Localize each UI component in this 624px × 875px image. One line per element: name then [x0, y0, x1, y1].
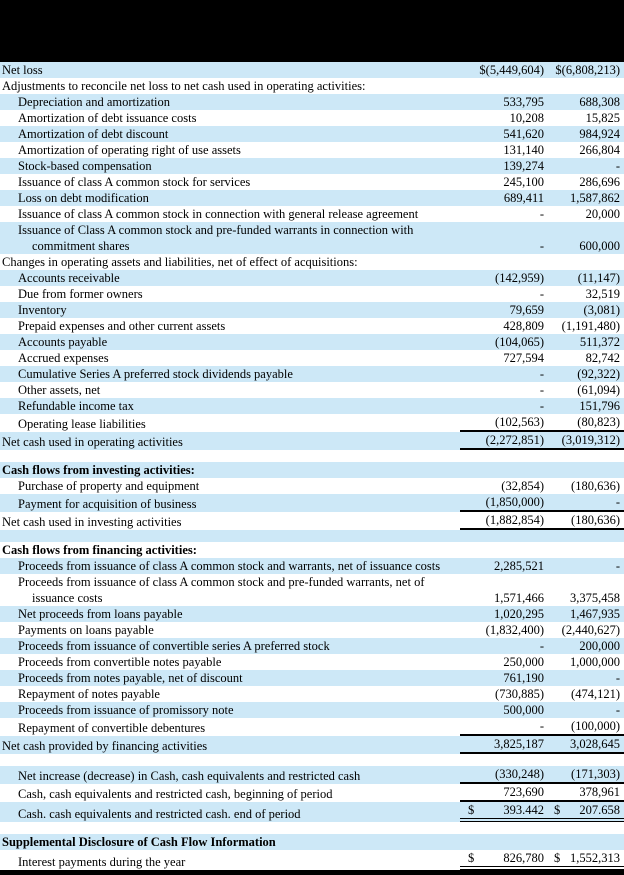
value-col1: 500,000	[503, 703, 544, 717]
value-col2: (180,636)	[546, 512, 624, 530]
table-row	[0, 110, 624, 126]
row-label: Adjustments to reconcile net loss to net cash used in operating activities:	[2, 79, 366, 93]
value-col2: -	[615, 559, 620, 573]
row-label: Cumulative Series A preferred stock dividends payable	[18, 367, 293, 381]
table-row	[0, 350, 624, 366]
value-col2: -	[615, 159, 620, 173]
value-col1: 761,190	[503, 671, 544, 685]
table-row	[0, 686, 624, 702]
value-col2: 32,519	[585, 287, 620, 301]
table-row	[0, 574, 624, 606]
value-col1: 727,594	[503, 351, 544, 365]
value-col2: -	[615, 671, 620, 685]
value-col2: 266,804	[579, 143, 620, 157]
row-label: Cash, cash equivalents and restricted cash, beginning of period	[18, 787, 333, 801]
value-col2: 1,467,935	[570, 607, 620, 621]
table-row	[0, 94, 624, 110]
table-row	[0, 512, 624, 530]
table-row	[0, 158, 624, 174]
value-col1: 79,659	[509, 303, 544, 317]
row-label: Net cash used in investing activities	[2, 515, 182, 529]
table-row	[0, 62, 624, 78]
row-label: Loss on debt modification	[18, 191, 149, 205]
dollar-sign: $	[468, 851, 475, 865]
value-col1: (102,563)	[460, 414, 546, 432]
value-number: 826,780	[503, 851, 544, 865]
row-label: Proceeds from issuance of class A common stock and warrants, net of issuance costs	[18, 559, 441, 573]
table-row	[0, 622, 624, 638]
value-col1: 723,690	[460, 784, 546, 802]
value-col1: 250,000	[503, 655, 544, 669]
value-col2: -	[615, 703, 620, 717]
table-row	[0, 302, 624, 318]
value-col1: (730,885)	[495, 687, 544, 701]
value-col1: 2,285,521	[494, 559, 544, 573]
table-row	[0, 718, 624, 736]
table-row	[0, 414, 624, 432]
value-col2: (92,322)	[577, 367, 620, 381]
section-header-row	[0, 834, 624, 850]
value-col2: -	[546, 494, 624, 512]
value-col2: 378,961	[546, 784, 624, 802]
value-col2: (100,000)	[546, 718, 624, 736]
value-col1: (1,832,400)	[485, 623, 544, 637]
value-col1	[460, 850, 546, 870]
value-col2: (474,121)	[571, 687, 620, 701]
row-label: Prepaid expenses and other current assets	[18, 319, 226, 333]
table-row	[0, 670, 624, 686]
table-row	[0, 702, 624, 718]
value-col1: 1,571,466	[494, 591, 544, 605]
value-col1: 1,020,295	[494, 607, 544, 621]
value-col1: -	[539, 383, 544, 397]
table-row	[0, 382, 624, 398]
table-row	[0, 398, 624, 414]
table-row	[0, 654, 624, 670]
table-row	[0, 606, 624, 622]
row-label: Proceeds from issuance of class A common stock and pre-funded warrants, net of issuance costs	[18, 575, 425, 605]
bottom-border-bar	[0, 870, 624, 875]
value-col1: $(5,449,604)	[479, 63, 544, 77]
table-row	[0, 126, 624, 142]
row-label: Net cash provided by financing activities	[2, 739, 208, 753]
table-row	[0, 736, 624, 754]
value-col1: -	[460, 718, 546, 736]
value-col1: (104,065)	[495, 335, 544, 349]
spacer-row	[0, 822, 624, 834]
row-label: Operating lease liabilities	[18, 417, 146, 431]
row-label: Repayment of notes payable	[18, 687, 160, 701]
spacer-row	[0, 754, 624, 766]
row-label: Net proceeds from loans payable	[18, 607, 183, 621]
value-col1: 541,620	[503, 127, 544, 141]
value-col2	[546, 850, 624, 870]
value-col2: 200,000	[579, 639, 620, 653]
value-col1: (32,854)	[501, 479, 544, 493]
row-label: Net increase (decrease) in Cash, cash equivalents and restricted cash	[18, 769, 361, 783]
row-label: Proceeds from notes payable, net of discount	[18, 671, 243, 685]
value-col2: (3,019,312)	[546, 432, 624, 450]
value-col1: -	[539, 287, 544, 301]
section-header-row	[0, 542, 624, 558]
table-row	[0, 784, 624, 802]
row-label: Net loss	[2, 63, 43, 77]
value-col1: -	[539, 239, 544, 253]
table-row	[0, 850, 624, 870]
row-label: Cash. cash equivalents and restricted cash. end of period	[18, 807, 301, 821]
dollar-sign: $	[554, 803, 561, 817]
row-label: Changes in operating assets and liabilities, net of effect of acquisitions:	[2, 255, 358, 269]
row-label: Purchase of property and equipment	[18, 479, 200, 493]
value-col2: (171,303)	[546, 766, 624, 784]
row-label: Inventory	[18, 303, 67, 317]
value-col2: (80,823)	[546, 414, 624, 432]
row-label: Proceeds from issuance of promissory note	[18, 703, 234, 717]
table-row	[0, 494, 624, 512]
value-col1: -	[539, 367, 544, 381]
row-label: Cash flows from investing activities:	[2, 463, 195, 477]
table-row	[0, 222, 624, 254]
value-col1: -	[539, 639, 544, 653]
top-redaction-bar	[0, 0, 624, 62]
value-col2: 3,375,458	[570, 591, 620, 605]
table-row	[0, 334, 624, 350]
table-row	[0, 270, 624, 286]
section-header-row	[0, 462, 624, 478]
cashflow-table	[0, 62, 624, 870]
value-col2: $(6,808,213)	[555, 63, 620, 77]
row-label: Amortization of debt discount	[18, 127, 169, 141]
value-col2: 3,028,645	[546, 736, 624, 754]
value-col2: (61,094)	[577, 383, 620, 397]
table-row	[0, 286, 624, 302]
spacer-row	[0, 530, 624, 542]
value-number: 393.442	[503, 803, 544, 817]
row-label: Other assets, net	[18, 383, 101, 397]
row-label: Issuance of Class A common stock and pre-funded warrants in connection with commitment shares	[18, 223, 414, 253]
row-label: Supplemental Disclosure of Cash Flow Information	[2, 835, 276, 849]
table-row	[0, 638, 624, 654]
row-label: Accounts payable	[18, 335, 108, 349]
value-col2: (180,636)	[571, 479, 620, 493]
row-label: Repayment of convertible debentures	[18, 721, 206, 735]
value-col1: (1,882,854)	[460, 512, 546, 530]
value-col1: (1,850,000)	[460, 494, 546, 512]
table-row	[0, 366, 624, 382]
value-col2: 600,000	[579, 239, 620, 253]
value-col1: 689,411	[503, 191, 544, 205]
table-row	[0, 206, 624, 222]
table-row	[0, 478, 624, 494]
row-label: Issuance of class A common stock for services	[18, 175, 251, 189]
row-label: Interest payments during the year	[18, 855, 186, 869]
row-label: Due from former owners	[18, 287, 143, 301]
row-label: Depreciation and amortization	[18, 95, 171, 109]
table-row	[0, 558, 624, 574]
table-row	[0, 254, 624, 270]
value-col2: 82,742	[585, 351, 620, 365]
value-col2: (11,147)	[577, 271, 620, 285]
value-col1: 131,140	[503, 143, 544, 157]
value-col1	[460, 802, 546, 822]
table-row	[0, 78, 624, 94]
row-label: Amortization of debt issuance costs	[18, 111, 197, 125]
row-label: Refundable income tax	[18, 399, 134, 413]
value-col1: 10,208	[509, 111, 544, 125]
table-row	[0, 802, 624, 822]
table-row	[0, 318, 624, 334]
row-label: Proceeds from issuance of convertible series A preferred stock	[18, 639, 330, 653]
value-number: 207.658	[579, 803, 620, 817]
value-number: 1,552,313	[570, 851, 620, 865]
value-col2	[546, 802, 624, 822]
value-col1: 245,100	[503, 175, 544, 189]
value-col2: (3,081)	[583, 303, 620, 317]
row-label: Accrued expenses	[18, 351, 109, 365]
value-col1: 428,809	[503, 319, 544, 333]
value-col1: -	[539, 207, 544, 221]
table-row	[0, 190, 624, 206]
row-label: Stock-based compensation	[18, 159, 152, 173]
value-col2: 286,696	[579, 175, 620, 189]
spacer-row	[0, 450, 624, 462]
value-col1: (142,959)	[495, 271, 544, 285]
value-col1: 139,274	[503, 159, 544, 173]
row-label: Payment for acquisition of business	[18, 497, 197, 511]
value-col2: (2,440,627)	[561, 623, 620, 637]
row-label: Issuance of class A common stock in connection with general release agreement	[18, 207, 419, 221]
table-row	[0, 142, 624, 158]
value-col2: 1,000,000	[570, 655, 620, 669]
value-col2: 15,825	[585, 111, 620, 125]
table-row	[0, 766, 624, 784]
row-label: Proceeds from convertible notes payable	[18, 655, 222, 669]
table-row	[0, 432, 624, 450]
value-col2: 984,924	[579, 127, 620, 141]
row-label: Cash flows from financing activities:	[2, 543, 197, 557]
value-col1: (2,272,851)	[460, 432, 546, 450]
row-label: Amortization of operating right of use assets	[18, 143, 241, 157]
value-col1: 533,795	[503, 95, 544, 109]
value-col2: (1,191,480)	[561, 319, 620, 333]
row-label: Accounts receivable	[18, 271, 120, 285]
value-col2: 1,587,862	[570, 191, 620, 205]
row-label: Payments on loans payable	[18, 623, 154, 637]
dollar-sign: $	[554, 851, 561, 865]
row-label: Net cash used in operating activities	[2, 435, 183, 449]
dollar-sign: $	[468, 803, 475, 817]
value-col2: 151,796	[579, 399, 620, 413]
value-col2: 511,372	[579, 335, 620, 349]
table-row	[0, 174, 624, 190]
value-col2: 20,000	[585, 207, 620, 221]
value-col1: 3,825,187	[460, 736, 546, 754]
value-col1: -	[539, 399, 544, 413]
value-col2: 688,308	[579, 95, 620, 109]
value-col1: (330,248)	[460, 766, 546, 784]
